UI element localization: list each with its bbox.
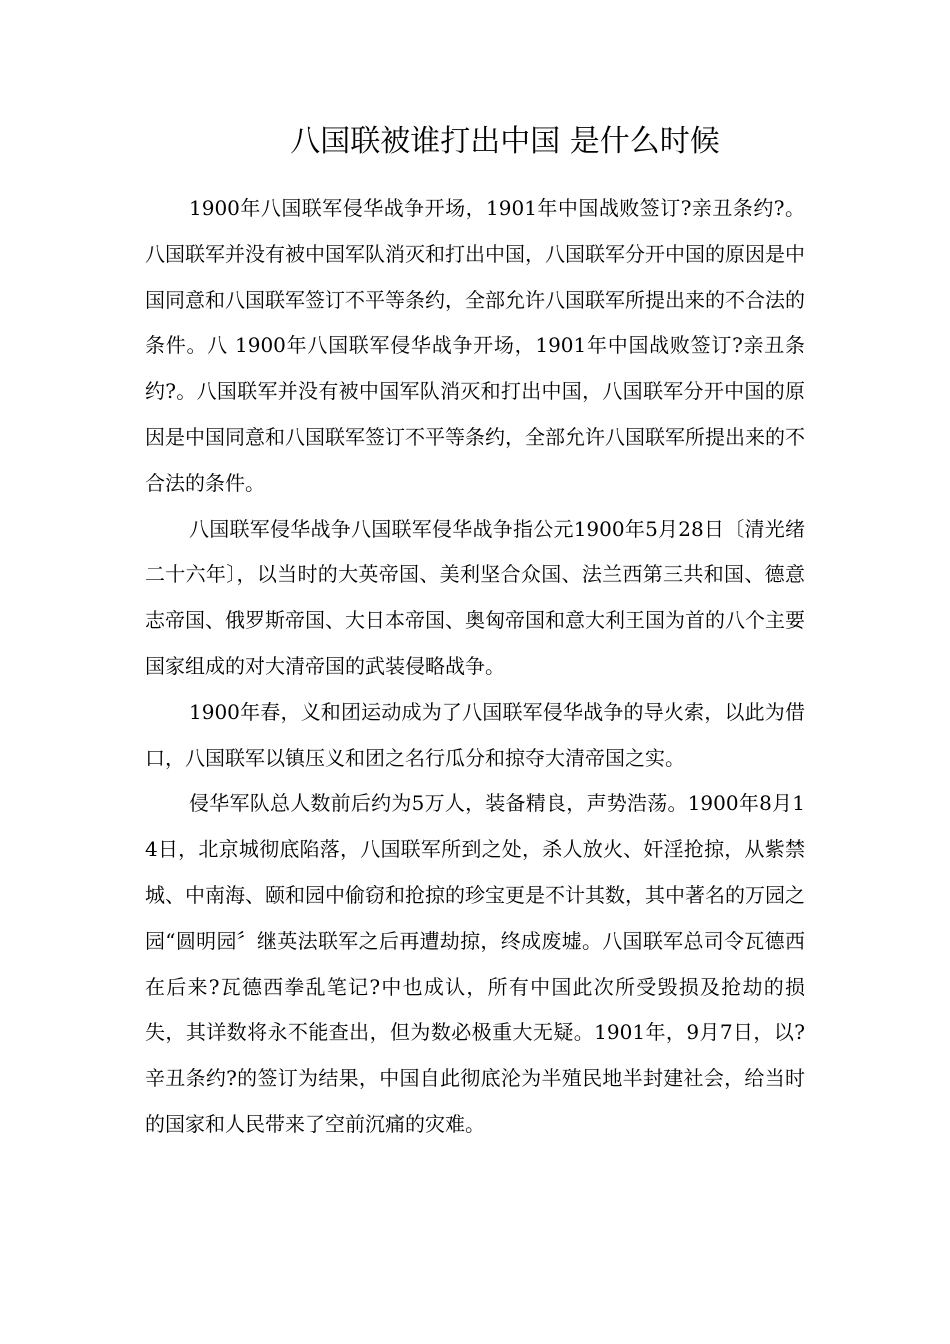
paragraph-1: 1900年八国联军侵华战争开场，1901年中国战败签订?亲丑条约?。八国联军并没有被中国军队消灭和打出中国，八国联军分开中国的原因是中国同意和八国联军签订不平等条约，全部允许八国联军所提出来的不合法的条件。八 1900年八国联军侵华战争开场，1901年中国战败签订?亲丑条约?。八国联军并没有被中国军队消灭和打出中国，八国联军分开中国的原因是中国同意和八国联军签订不平等条约，全部允许八国联军所提出来的不合法的条件。 [145,196,805,495]
document-title: 八国联被谁打出中国 是什么时候 [290,124,720,159]
document-body [145,186,805,1148]
paragraph-3: 1900年春，义和团运动成为了八国联军侵华战争的导火索，以此为借口，八国联军以镇压义和团之名行瓜分和掠夺大清帝国之实。 [145,699,805,770]
paragraph-4: 侵华军队总人数前后约为5万人，装备精良，声势浩荡。1900年8月14日，北京城彻底陷落，八国联军所到之处，杀人放火、奸淫抢掠，从紫禁城、中南海、颐和园中偷窃和抢掠的珍宝更是不计其数，其中著名的万园之园“圆明园〞继英法联军之后再遭劫掠，终成废墟。八国联军总司令瓦德西在后来?瓦德西拳乱笔记?中也成认，所有中国此次所受毁损及抢劫的损失，其详数将永不能查出，但为数必极重大无疑。1901年，9月7日，以?辛丑条约?的签订为结果，中国自此彻底沦为半殖民地半封建社会，给当时的国家和人民带来了空前沉痛的灾难。 [145,791,805,1136]
paragraph-2: 八国联军侵华战争八国联军侵华战争指公元1900年5月28日〔清光绪二十六年〕，以当时的大英帝国、美利坚合众国、法兰西第三共和国、德意志帝国、俄罗斯帝国、大日本帝国、奥匈帝国和意大利王国为首的八个主要国家组成的对大清帝国的武装侵略战争。 [145,516,805,678]
